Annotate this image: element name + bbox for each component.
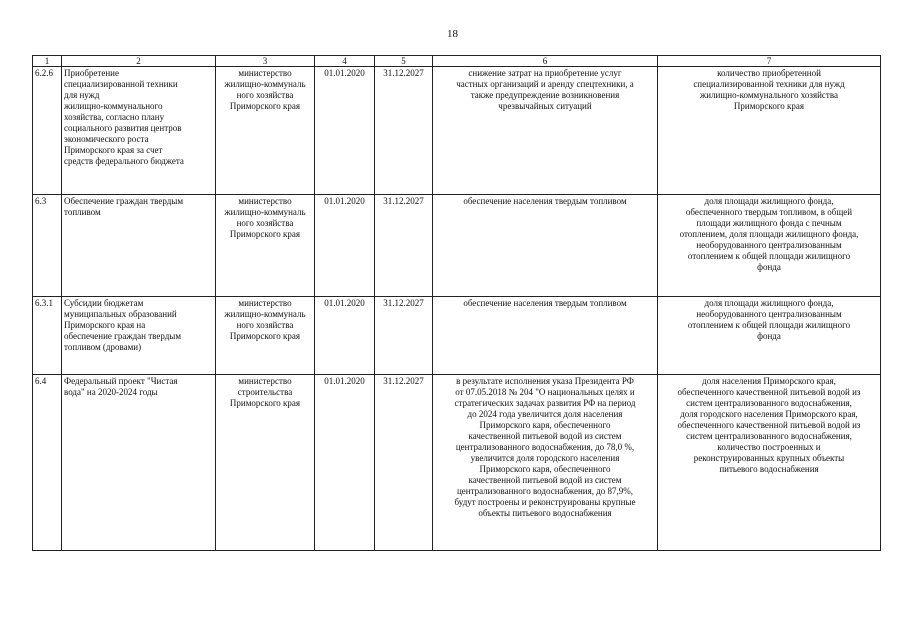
executor: министерство жилищно-коммуналь ного хозяйства Приморского края <box>216 195 315 297</box>
table-row <box>33 195 881 297</box>
table-row <box>33 375 881 551</box>
column-number: 2 <box>62 56 216 67</box>
table-row <box>33 67 881 195</box>
end-date: 31.12.2027 <box>375 375 433 551</box>
table-row <box>33 297 881 375</box>
column-number: 5 <box>375 56 433 67</box>
end-date: 31.12.2027 <box>375 195 433 297</box>
column-number: 4 <box>315 56 375 67</box>
expected-result: обеспечение населения твердым топливом <box>433 195 658 297</box>
end-date: 31.12.2027 <box>375 297 433 375</box>
expected-result: обеспечение населения твердым топливом <box>433 297 658 375</box>
indicator: доля населения Приморского края, обеспеченного качественной питьевой водой из систем централизованного водоснабжения, доля городского населения Приморского края, обеспеченного качественной питьевой водой из систем централизованного водоснабжения, количество построенных и реконструированных крупных объекты питьевого водоснабжения <box>658 375 881 551</box>
start-date: 01.01.2020 <box>315 297 375 375</box>
column-number: 1 <box>33 56 62 67</box>
measure-name: Субсидии бюджетам муниципальных образований Приморского края на обеспечение граждан твердым топливом (дровами) <box>62 297 216 375</box>
measures-table <box>32 55 881 551</box>
page-number: 18 <box>447 28 458 40</box>
start-date: 01.01.2020 <box>315 375 375 551</box>
executor: министерство жилищно-коммуналь ного хозяйства Приморского края <box>216 67 315 195</box>
row-number: 6.4 <box>33 375 62 551</box>
executor: министерство жилищно-коммуналь ного хозяйства Приморского края <box>216 297 315 375</box>
measure-name: Федеральный проект "Чистая вода" на 2020-2024 годы <box>62 375 216 551</box>
column-number: 7 <box>658 56 881 67</box>
measure-name: Приобретение специализированной техники для нужд жилищно-коммунального хозяйства, согласно плану социального развития центров экономического роста Приморского края за счет средств федерального бюджета <box>62 67 216 195</box>
indicator: количество приобретенной специализированной техники для нужд жилищно-коммунального хозяйства Приморского края <box>658 67 881 195</box>
row-number: 6.3.1 <box>33 297 62 375</box>
executor: министерство строительства Приморского края <box>216 375 315 551</box>
column-number: 6 <box>433 56 658 67</box>
column-numbers-row <box>33 56 881 67</box>
row-number: 6.3 <box>33 195 62 297</box>
row-number: 6.2.6 <box>33 67 62 195</box>
end-date: 31.12.2027 <box>375 67 433 195</box>
indicator: доля площади жилищного фонда, необорудованного централизованным отоплением к общей площади жилищного фонда <box>658 297 881 375</box>
start-date: 01.01.2020 <box>315 195 375 297</box>
expected-result: в результате исполнения указа Президента РФ от 07.05.2018 № 204 "О национальных целях и стратегических задачах развития РФ на период до 2024 года увеличится доля населения Приморского каря, обеспеченного качественной питьевой водой из систем централизованного водоснабжения, до 78,0 %, увеличится доля городского населения Приморского каря, обеспеченного качественной питьевой водой из систем централизованного водоснабжения, до 87,9%, будут построены и реконструированы крупные объекты питьевого водоснабжения <box>433 375 658 551</box>
expected-result: снижение затрат на приобретение услуг частных организаций и аренду спецтехники, а также предупреждение возникновения чрезвычайных ситуаций <box>433 67 658 195</box>
column-number: 3 <box>216 56 315 67</box>
measure-name: Обеспечение граждан твердым топливом <box>62 195 216 297</box>
start-date: 01.01.2020 <box>315 67 375 195</box>
indicator: доля площади жилищного фонда, обеспеченного твердым топливом, в общей площади жилищного фонда с печным отоплением, доля площади жилищного фонда, необорудованного централизованным отоплением к общей площади жилищного фонда <box>658 195 881 297</box>
